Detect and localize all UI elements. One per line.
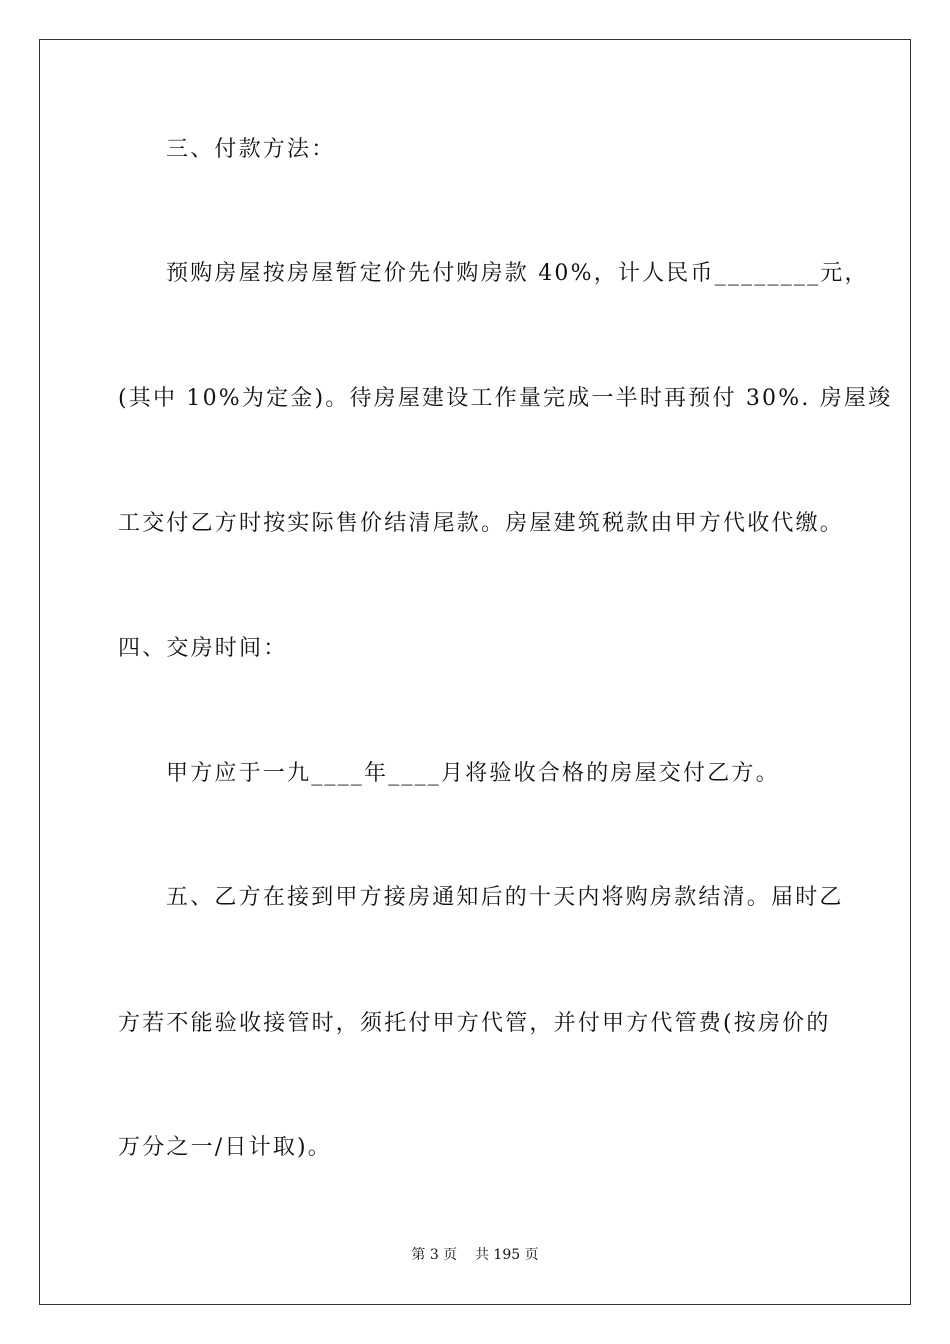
section-heading-delivery: 四、交房时间：: [118, 636, 288, 661]
paragraph-line: 万分之一/日计取)。: [118, 1135, 332, 1160]
page-number-footer: 第 3 页 共 195 页: [411, 1247, 539, 1263]
paragraph-line: (其中 10%为定金)。待房屋建设工作量完成一半时再预付 30%. 房屋竣: [118, 386, 893, 411]
paragraph-line: 预购房屋按房屋暂定价先付购房款 40%，计人民币________元，: [166, 261, 869, 286]
paragraph-line: 五、乙方在接到甲方接房通知后的十天内将购房款结清。届时乙: [166, 885, 844, 910]
paragraph-line: 方若不能验收接管时，须托付甲方代管，并付甲方代管费(按房价的: [118, 1011, 831, 1036]
paragraph-line: 工交付乙方时按实际售价结清尾款。房屋建筑税款由甲方代收代缴。: [118, 511, 845, 536]
section-heading-payment: 三、付款方法：: [166, 137, 336, 162]
page-border: [39, 39, 911, 1305]
paragraph-line: 甲方应于一九____年____月将验收合格的房屋交付乙方。: [166, 761, 780, 786]
